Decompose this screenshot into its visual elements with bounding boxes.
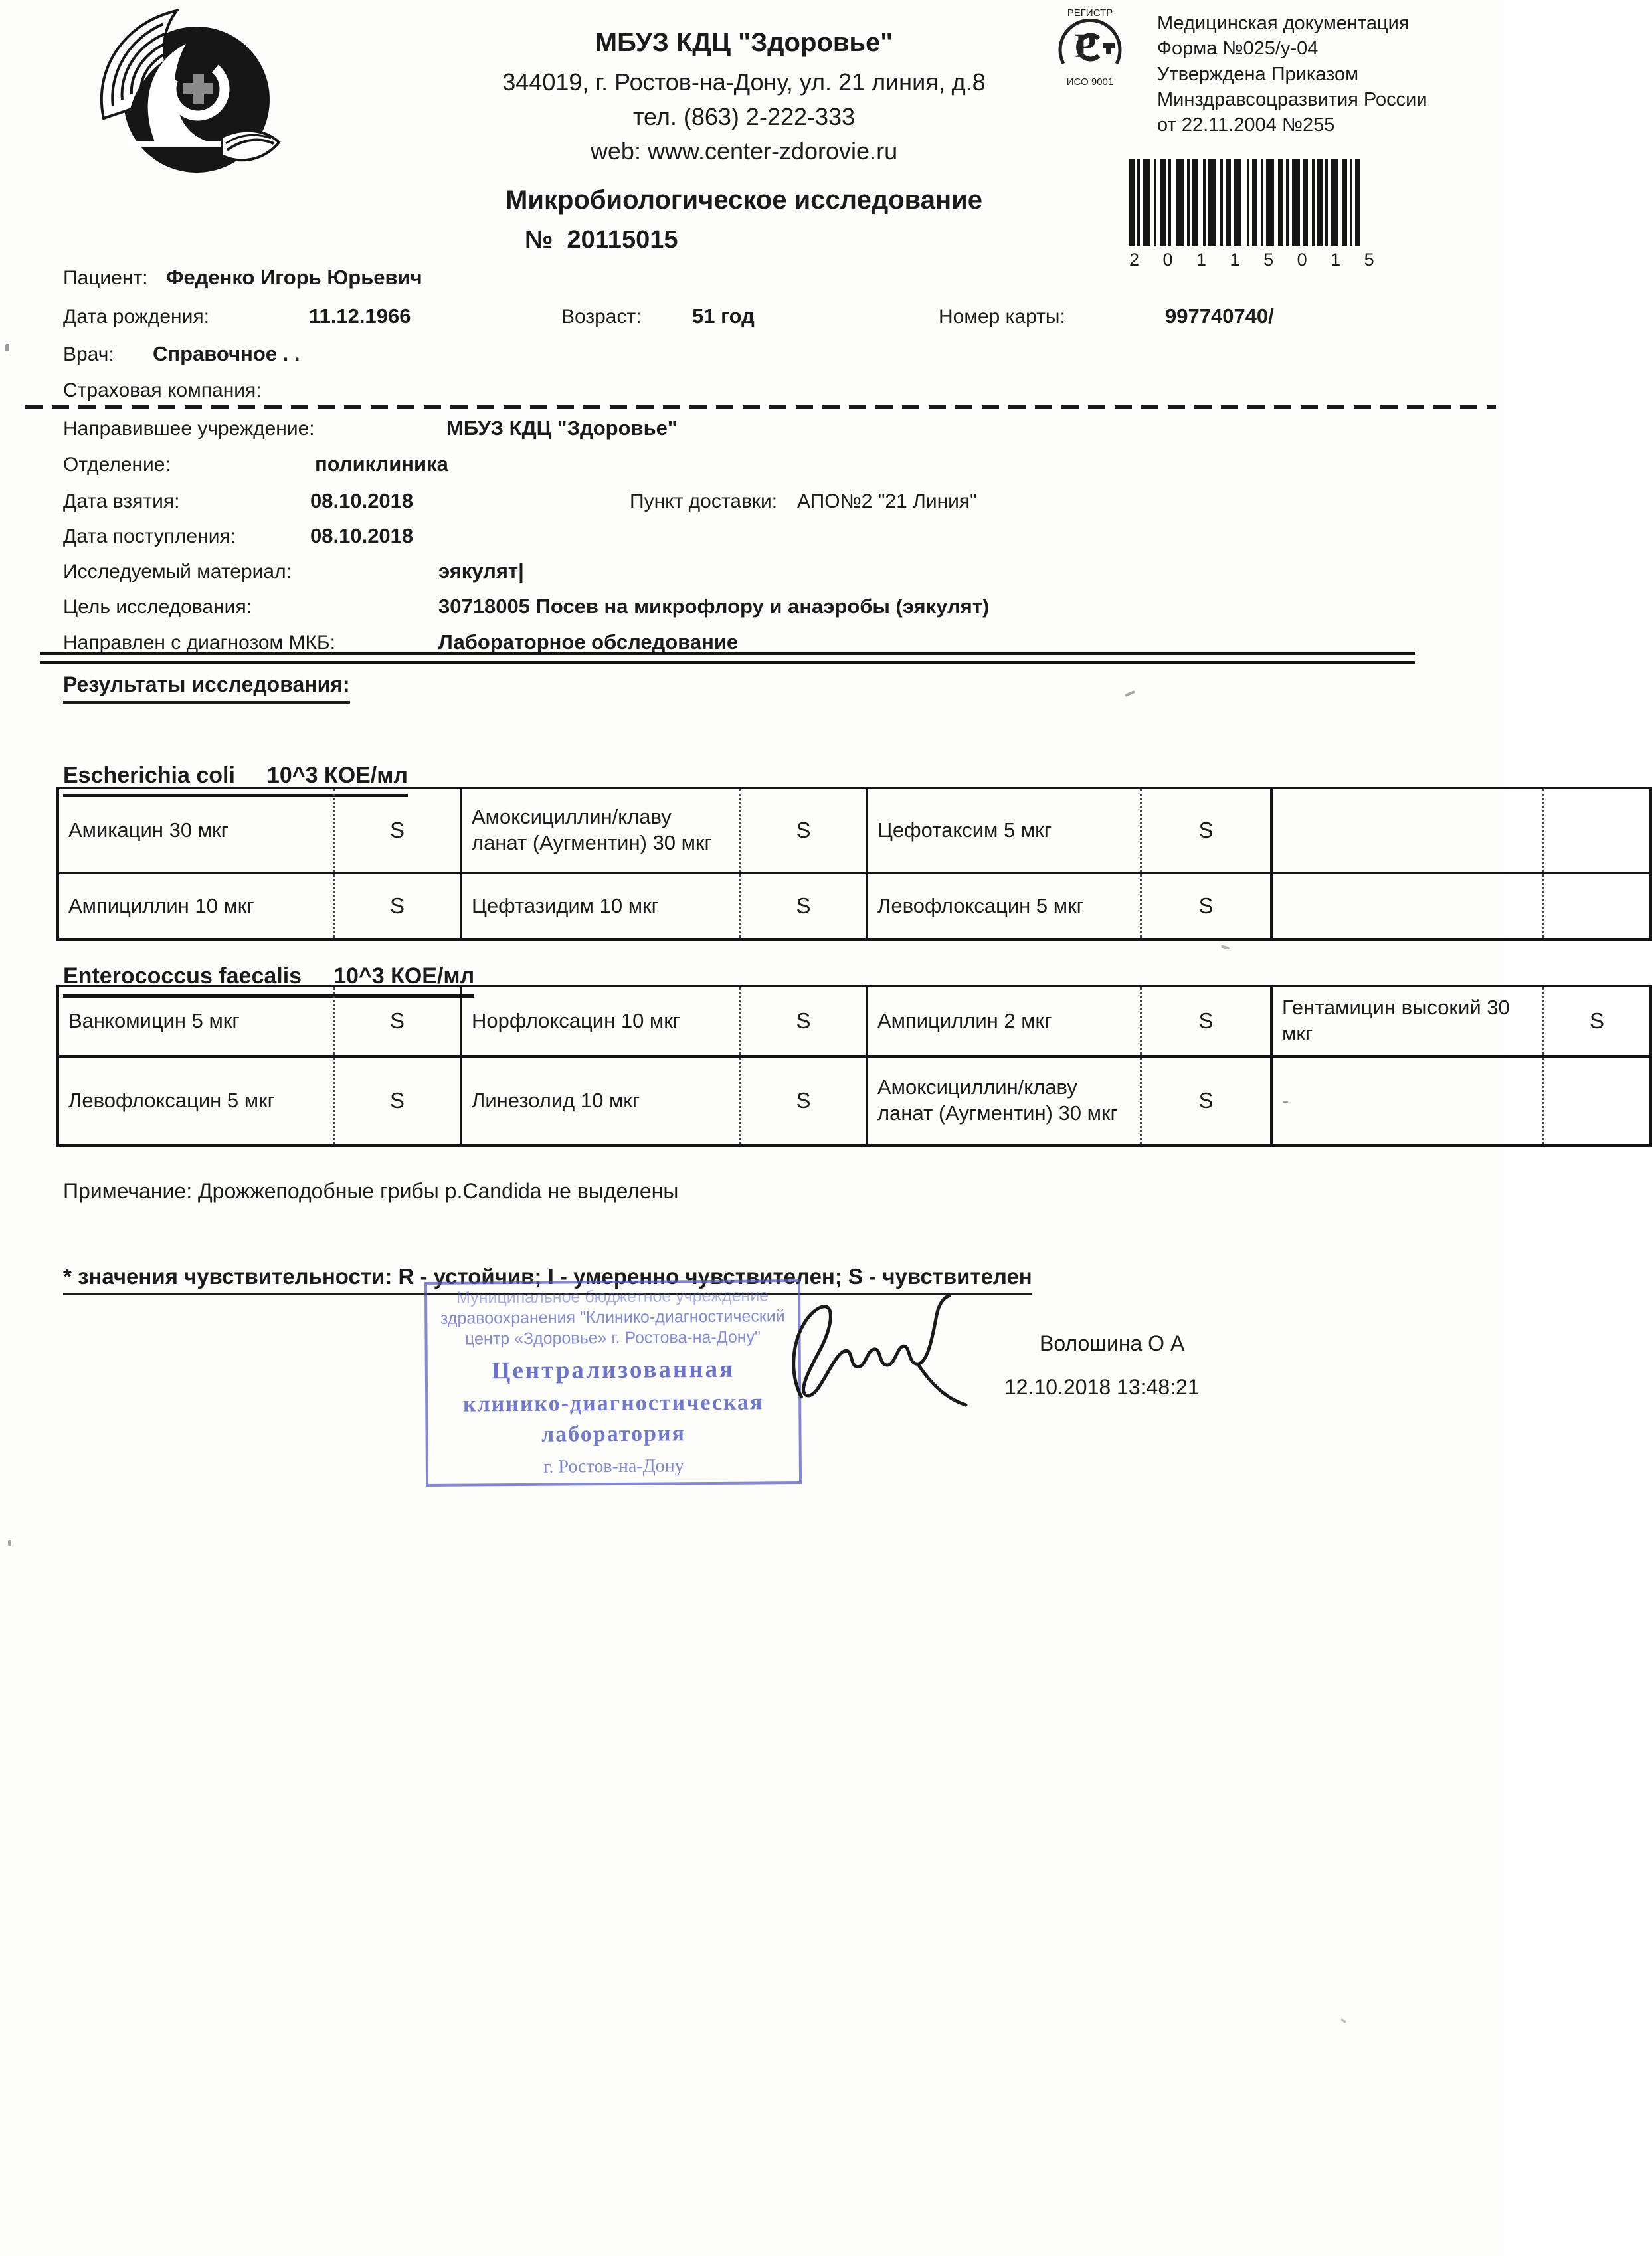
result-cell — [1544, 788, 1651, 873]
result-cell: S — [334, 1056, 462, 1145]
result-cell: S — [334, 986, 462, 1056]
stamp-line: здравоохранения "Клинико-диагностический — [440, 1307, 785, 1328]
scan-speck — [8, 1540, 11, 1546]
stamp-line: клинико-диагностическая — [462, 1390, 764, 1417]
antibiogram-table-ecoli — [56, 787, 1652, 941]
report-number-label: № — [525, 226, 553, 254]
age-value: 51 год — [692, 304, 755, 328]
result-cell: S — [334, 788, 462, 873]
result-cell: S — [1141, 986, 1272, 1056]
drug-cell: Цефотаксим 5 мкг — [867, 788, 1141, 873]
barcode-bar — [1286, 159, 1289, 246]
barcode-bar — [1355, 159, 1360, 246]
material-label: Исследуемый материал: — [63, 561, 292, 583]
barcode-bar — [1220, 159, 1223, 246]
diagnosis-value: Лабораторное обследование — [438, 630, 739, 654]
department-value: поликлиника — [315, 452, 448, 476]
organism-concentration: 10^3 КОЕ/мл — [266, 763, 409, 788]
stamp-line: центр «Здоровье» г. Ростова-на-Дону" — [464, 1327, 761, 1349]
result-cell: S — [1544, 986, 1651, 1056]
organism-name: Escherichia coli — [63, 763, 235, 788]
barcode-bar — [1203, 159, 1206, 246]
scan-speck — [1221, 945, 1230, 949]
svg-text:ИСО 9001: ИСО 9001 — [1066, 76, 1114, 88]
scan-speck — [5, 344, 9, 351]
barcode-bar — [1154, 159, 1156, 246]
barcode-bar — [1342, 159, 1347, 246]
report-number — [425, 226, 1063, 254]
date-received-value: 08.10.2018 — [310, 524, 414, 547]
report-number-value: 20115015 — [567, 226, 678, 254]
drug-cell — [1271, 788, 1544, 873]
date-taken-label: Дата взятия: — [63, 490, 180, 512]
scan-speck — [1125, 690, 1135, 697]
antibiotic-row — [58, 986, 1651, 1056]
stamp-line: г. Ростов-на-Дону — [543, 1456, 684, 1477]
barcode-bar — [1226, 159, 1231, 246]
dob-value: 11.12.1966 — [309, 304, 411, 328]
stamp-line: лаборатория — [541, 1421, 686, 1447]
barcode-bar — [1234, 159, 1241, 246]
barcode-bar — [1350, 159, 1352, 246]
antibiotic-row — [58, 873, 1651, 939]
drug-cell: Левофлоксацин 5 мкг — [867, 873, 1141, 939]
result-cell: S — [741, 1056, 868, 1145]
results-section-title: Результаты исследования: — [63, 672, 350, 704]
dob-label: Дата рождения: — [63, 306, 209, 328]
drug-cell: Линезолид 10 мкг — [461, 1056, 741, 1145]
barcode-bar — [1331, 159, 1338, 246]
svg-text:Р: Р — [1075, 27, 1096, 65]
doc-info-line: Медицинская документация — [1157, 13, 1410, 34]
note-text: Примечание: Дрожжеподобные грибы p.Candida не выделены — [63, 1179, 679, 1203]
barcode-bar — [1143, 159, 1150, 246]
signature-scribble — [761, 1282, 1000, 1422]
drug-cell: Амоксициллин/клаву ланат (Аугментин) 30 мкг — [461, 788, 741, 873]
purpose-value: 30718005 Посев на микрофлору и анаэробы (эякулят) — [438, 595, 990, 618]
barcode-bar — [1266, 159, 1274, 246]
barcode-bar — [1187, 159, 1190, 246]
drug-cell: Ванкомицин 5 мкг — [58, 986, 334, 1056]
lab-stamp — [424, 1279, 802, 1487]
drug-cell: Цефтазидим 10 мкг — [461, 873, 741, 939]
result-cell: S — [1141, 1056, 1272, 1145]
result-cell — [1544, 1056, 1651, 1145]
dashed-divider — [25, 405, 1496, 409]
barcode-bar — [1168, 159, 1171, 246]
barcode-bar — [1160, 159, 1166, 246]
antibiotic-row — [58, 1056, 1651, 1145]
barcode-bar — [1247, 159, 1249, 246]
drug-cell: Амикацин 30 мкг — [58, 788, 334, 873]
material-value: эякулят| — [438, 559, 524, 583]
result-cell: S — [741, 873, 868, 939]
organism-concentration: 10^3 КОЕ/мл — [333, 963, 475, 988]
org-phone: тел. (863) 2-222-333 — [632, 103, 856, 130]
barcode-bar — [1261, 159, 1263, 246]
sensitivity-legend: * значения чувствительности: R - устойчив; I - умеренно чувствителен; S - чувствителен — [63, 1264, 1032, 1295]
card-number-label: Номер карты: — [939, 306, 1065, 328]
barcode — [1129, 159, 1368, 246]
barcode-bar — [1176, 159, 1184, 246]
report-type: Микробиологическое исследование — [505, 185, 982, 215]
referrer-label: Направившее учреждение: — [63, 418, 315, 440]
date-received-label: Дата поступления: — [63, 525, 236, 547]
org-website: web: www.center-zdorovie.ru — [590, 138, 898, 165]
clinic-logo — [85, 7, 292, 178]
antibiotic-row — [58, 788, 1651, 873]
date-taken-value: 08.10.2018 — [310, 489, 414, 512]
doc-info-line: Форма №025/у-04 — [1157, 38, 1319, 60]
result-cell: S — [1141, 788, 1272, 873]
barcode-bar — [1312, 159, 1315, 246]
scan-speck — [1340, 2018, 1347, 2024]
barcode-digits: 2 0 1 1 5 0 1 5 — [1129, 250, 1380, 270]
barcode-bar — [1292, 159, 1300, 246]
stamp-line: Централизованная — [491, 1355, 735, 1385]
doctor-value: Справочное . . — [153, 342, 300, 365]
barcode-bar — [1303, 159, 1308, 246]
result-cell: S — [1141, 873, 1272, 939]
signer-name: Волошина О А — [1040, 1331, 1185, 1355]
svg-text:РЕГИСТР: РЕГИСТР — [1067, 7, 1113, 19]
referrer-value: МБУЗ КДЦ "Здоровье" — [446, 417, 678, 440]
age-label: Возраст: — [561, 306, 642, 328]
result-cell: S — [334, 873, 462, 939]
delivery-point-label: Пункт доставки: — [630, 490, 778, 512]
doc-info-line: Утверждена Приказом — [1157, 63, 1359, 85]
result-cell — [1544, 873, 1651, 939]
result-cell: S — [741, 788, 868, 873]
double-divider — [40, 652, 1415, 664]
drug-cell: Амоксициллин/клаву ланат (Аугментин) 30 мкг — [867, 1056, 1141, 1145]
rst-certification-icon — [1047, 5, 1133, 88]
drug-cell: Норфлоксацин 10 мкг — [461, 986, 741, 1056]
drug-cell — [1271, 873, 1544, 939]
delivery-point-value: АПО№2 "21 Линия" — [797, 490, 977, 512]
drug-cell: - — [1271, 1056, 1544, 1145]
result-cell: S — [741, 986, 868, 1056]
drug-cell: Ампициллин 2 мкг — [867, 986, 1141, 1056]
card-number-value: 997740740/ — [1165, 304, 1274, 328]
doc-form-info — [1157, 11, 1476, 138]
organism-name: Enterococcus faecalis — [63, 963, 302, 988]
barcode-bar — [1278, 159, 1283, 246]
org-address: 344019, г. Ростов-на-Дону, ул. 21 линия, д.8 — [502, 68, 986, 96]
drug-cell: Ампициллин 10 мкг — [58, 873, 334, 939]
doc-info-line: Минздравсоцразвития России — [1157, 88, 1427, 110]
barcode-bar — [1192, 159, 1198, 246]
diagnosis-label: Направлен с диагнозом МКБ: — [63, 632, 335, 654]
report-header — [425, 28, 1063, 254]
drug-cell: Левофлоксацин 5 мкг — [58, 1056, 334, 1145]
barcode-bar — [1208, 159, 1216, 246]
doc-info-line: от 22.11.2004 №255 — [1157, 114, 1335, 136]
patient-name: Феденко Игорь Юрьевич — [166, 266, 422, 289]
doctor-label: Врач: — [63, 343, 114, 365]
barcode-bar — [1252, 159, 1257, 246]
barcode-bar — [1317, 159, 1323, 246]
drug-cell: Гентамицин высокий 30 мкг — [1271, 986, 1544, 1056]
org-name: МБУЗ КДЦ "Здоровье" — [595, 28, 893, 57]
department-label: Отделение: — [63, 454, 171, 476]
insurance-label: Страховая компания: — [63, 379, 262, 401]
barcode-bar — [1137, 159, 1140, 246]
antibiogram-table-enterococcus — [56, 985, 1652, 1147]
patient-label: Пациент: — [63, 267, 148, 289]
signature-datetime: 12.10.2018 13:48:21 — [1004, 1375, 1200, 1399]
stamp-line: Муниципальное бюджетное учреждение — [456, 1286, 769, 1307]
purpose-label: Цель исследования: — [63, 596, 252, 618]
barcode-bar — [1325, 159, 1328, 246]
barcode-bar — [1129, 159, 1135, 246]
